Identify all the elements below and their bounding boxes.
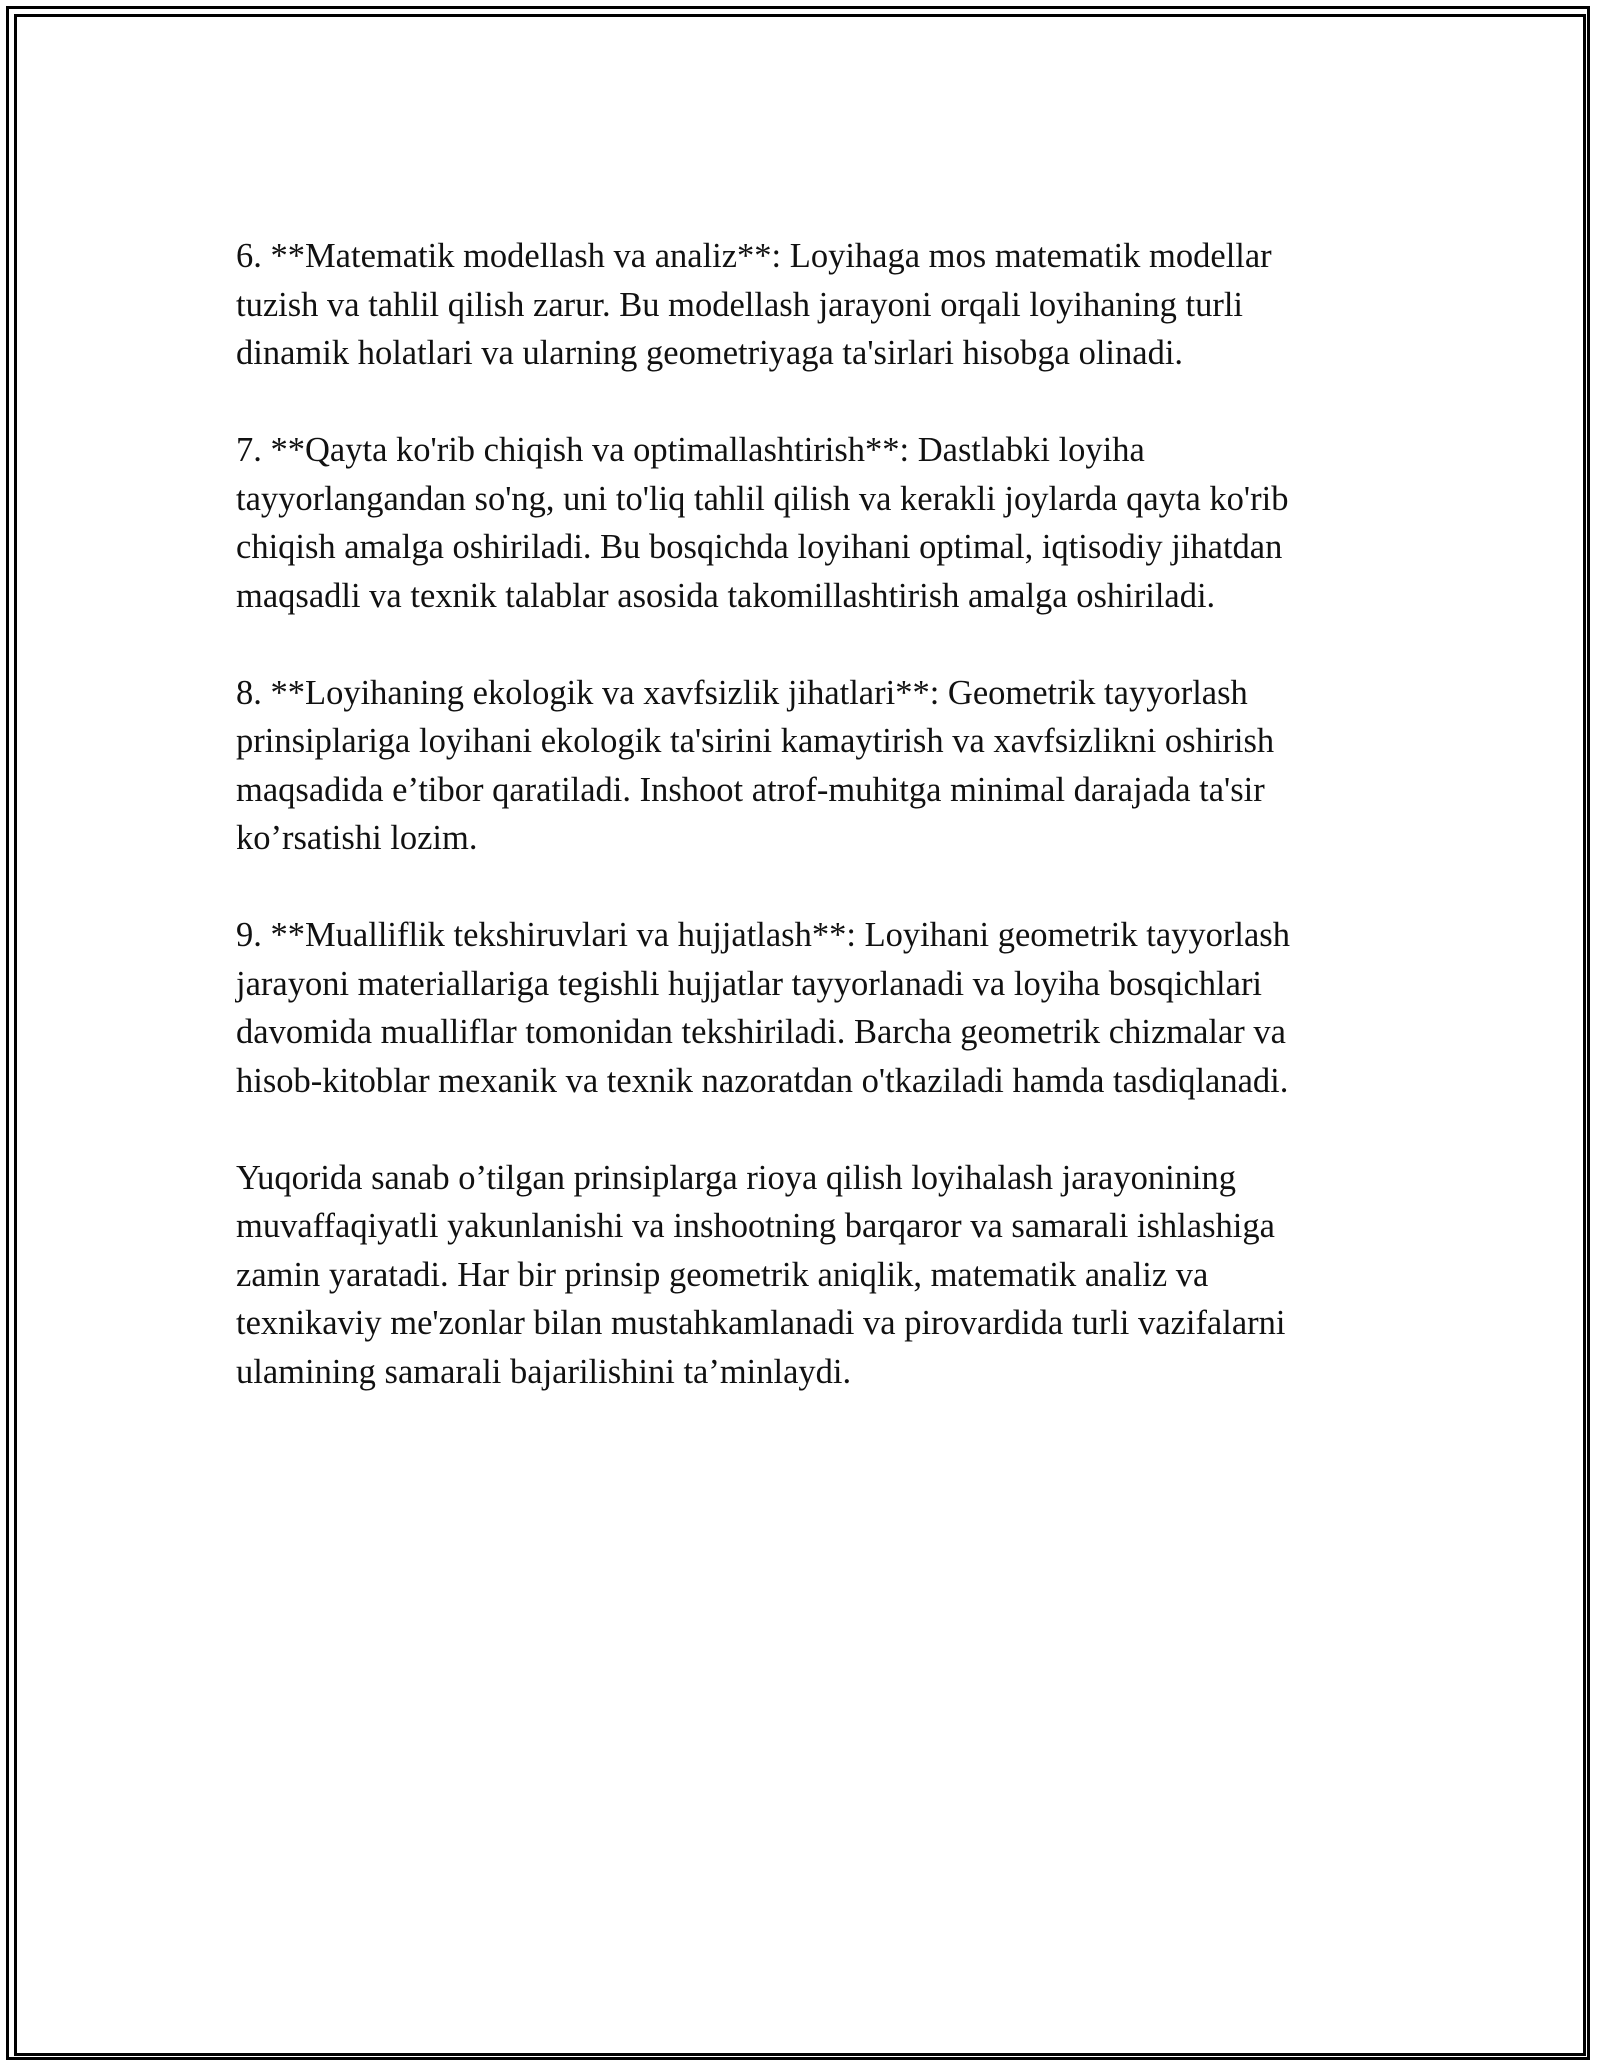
paragraph-item-9: 9. **Mualliflik tekshiruvlari va hujjatlash**: Loyihani geometrik tayyorlash jarayoni materiallariga tegishli hujjatlar tayyorlanadi va loyiha bosqichlari davomida mualliflar tomonidan tekshiriladi. Barcha geometrik chizmalar va hisob-kitoblar mexanik va texnik nazoratdan o'tkaziladi hamda tasdiqlanadi. xyxy=(236,916,1290,1100)
paragraph-item-8: 8. **Loyihaning ekologik va xavfsizlik jihatlari**: Geometrik tayyorlash prinsiplariga loyihani ekologik ta'sirini kamaytirish va xavfsizlikni oshirish maqsadida e’tibor qaratiladi. Inshoot atrof-muhitga minimal darajada ta'sir ko’rsatishi lozim. xyxy=(236,673,1275,857)
paragraph-item-6: 6. **Matematik modellash va analiz**: Loyihaga mos matematik modellar tuzish va tahlil qilish zarur. Bu modellash jarayoni orqali loyihaning turli dinamik holatlari va ularning geometriyaga ta'sirlari hisobga olinadi. xyxy=(236,237,1272,372)
paragraph-item-7: 7. **Qayta ko'rib chiqish va optimallashtirish**: Dastlabki loyiha tayyorlangandan so'ng, uni to'liq tahlil qilish va kerakli joylarda qayta ko'rib chiqish amalga oshiriladi. Bu bosqichda loyihani optimal, iqtisodiy jihatdan maqsadli va texnik talablar asosida takomillashtirish amalga oshiriladi. xyxy=(236,431,1289,615)
paragraph-conclusion: Yuqorida sanab o’tilgan prinsiplarga rioya qilish loyihalash jarayonining muvaffaqiyatli yakunlanishi va inshootning barqaror va samarali ishlashiga zamin yaratadi. Har bir prinsip geometrik aniqlik, matematik analiz va texnikaviy me'zonlar bilan mustahkamlanadi va pirovardida turli vazifalarni ulamining samarali bajarilishini ta’minlaydi. xyxy=(236,1158,1286,1391)
document-body xyxy=(236,232,1386,1445)
